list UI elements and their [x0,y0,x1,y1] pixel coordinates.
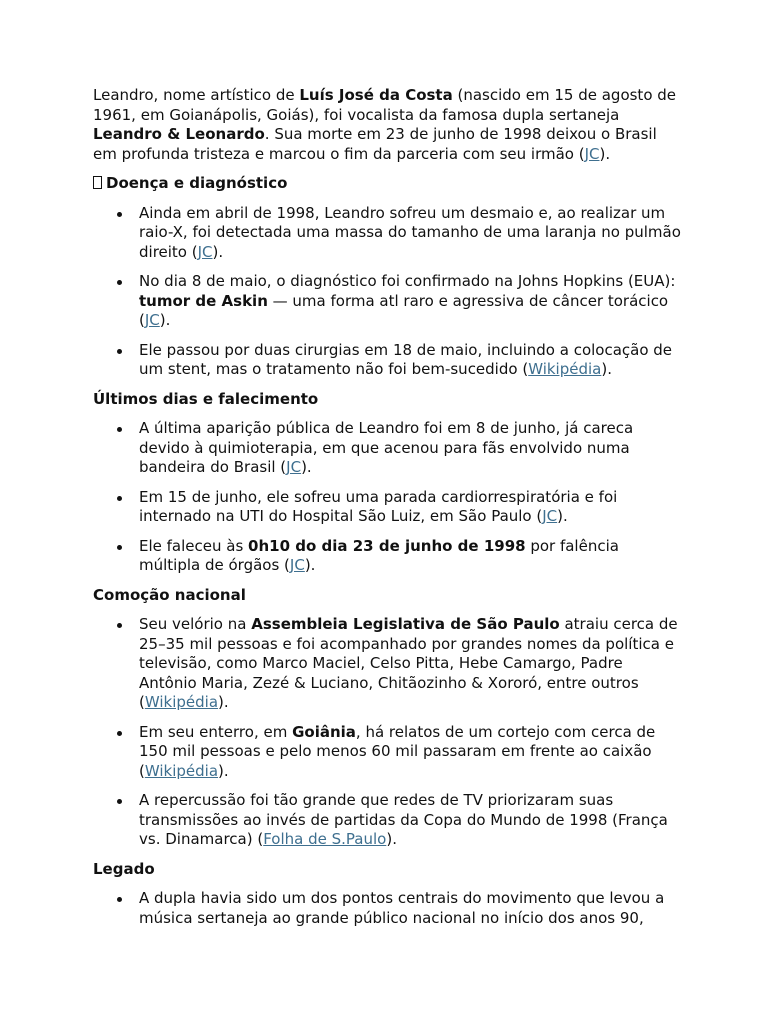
section-list-comocao [93,615,683,850]
intro-text: Leandro, nome artístico de [93,86,300,104]
section-heading-legado: Legado [93,859,155,878]
source-link[interactable]: JC [144,311,160,329]
list-item: A última aparição pública de Leandro foi em 8 de junho, já careca devido à quimioterapia, em que acenou para fãs envolvido numa bandeira do Brasil (JC). [139,419,683,478]
list-item: Ele passou por duas cirurgias em 18 de maio, incluindo a colocação de um stent, mas o tratamento não foi bem-sucedido (Wikipédia). [139,341,683,380]
list-item: A dupla havia sido um dos pontos centrais do movimento que levou a música sertaneja ao grande público nacional no início dos anos 90, [139,889,683,928]
list-item: Seu velório na Assembleia Legislativa de São Paulo atraiu cerca de 25–35 mil pessoas e foi acompanhado por grandes nomes da política e televisão, como Marco Maciel, Celso Pitta, Hebe Camargo, Padre Antônio Maria, Zezé & Luciano, Chitãozinho & Xororó, entre outros (Wikipédia). [139,615,683,713]
list-item: A repercussão foi tão grande que redes de TV priorizaram suas transmissões ao invés de partidas da Copa do Mundo de 1998 (França vs. Dinamarca) (Folha de S.Paulo). [139,791,683,850]
intro-text: . Sua morte em 23 de junho de 1998 deixou o Brasil em profunda tristeza e marcou o fim da parceria com seu irmão ( [93,125,657,163]
section-heading-ultimos-dias: Últimos dias e falecimento [93,389,319,408]
section-list-ultimos-dias [93,419,683,576]
source-link[interactable]: JC [197,242,213,261]
section-list-doenca [93,204,683,380]
intro-source-link[interactable]: JC [584,144,600,163]
source-link[interactable]: Wikipédia [144,761,219,780]
intro-bold-duo: Leandro & Leonardo [93,125,265,143]
section-list-legado [93,889,683,928]
section-heading-doenca [93,174,683,194]
source-link[interactable]: JC [542,507,558,525]
list-item: Ele faleceu às 0h10 do dia 23 de junho de 1998 por falência múltipla de órgãos (JC). [139,537,683,576]
source-link[interactable]: Wikipédia [144,693,219,711]
source-link[interactable]: Wikipédia [528,360,602,378]
list-item: Ainda em abril de 1998, Leandro sofreu um desmaio e, ao realizar um raio-X, foi detectada uma massa do tamanho de uma laranja no pulmão direito (JC). [139,204,683,263]
source-link[interactable]: JC [289,556,305,574]
source-link[interactable]: JC [286,458,302,476]
list-item: No dia 8 de maio, o diagnóstico foi confirmado na Johns Hopkins (EUA): tumor de Askin — uma forma atl raro e agressiva de câncer torácico (JC). [139,272,683,331]
list-item: Em seu enterro, em Goiânia, há relatos de um cortejo com cerca de 150 mil pessoas e pelo menos 60 mil passaram em frente ao caixão (Wikipédia). [139,723,683,782]
source-link[interactable]: Folha de S.Paulo [263,830,387,848]
intro-bold-name: Luís José da Costa [299,86,453,104]
missing-glyph-icon [93,176,102,189]
list-item: Em 15 de junho, ele sofreu uma parada cardiorrespiratória e foi internado na UTI do Hospital São Luiz, em São Paulo (JC). [139,488,683,527]
section-heading-comocao: Comoção nacional [93,585,246,604]
article [93,86,683,938]
intro-text: (nascido em 15 de agosto de 1961, em Goianápolis, Goiás), foi vocalista da famosa dupla sertaneja [93,86,677,124]
section-heading-text: Doença e diagnóstico [106,174,288,192]
intro-text: ). [599,144,611,163]
intro-paragraph [93,86,683,164]
